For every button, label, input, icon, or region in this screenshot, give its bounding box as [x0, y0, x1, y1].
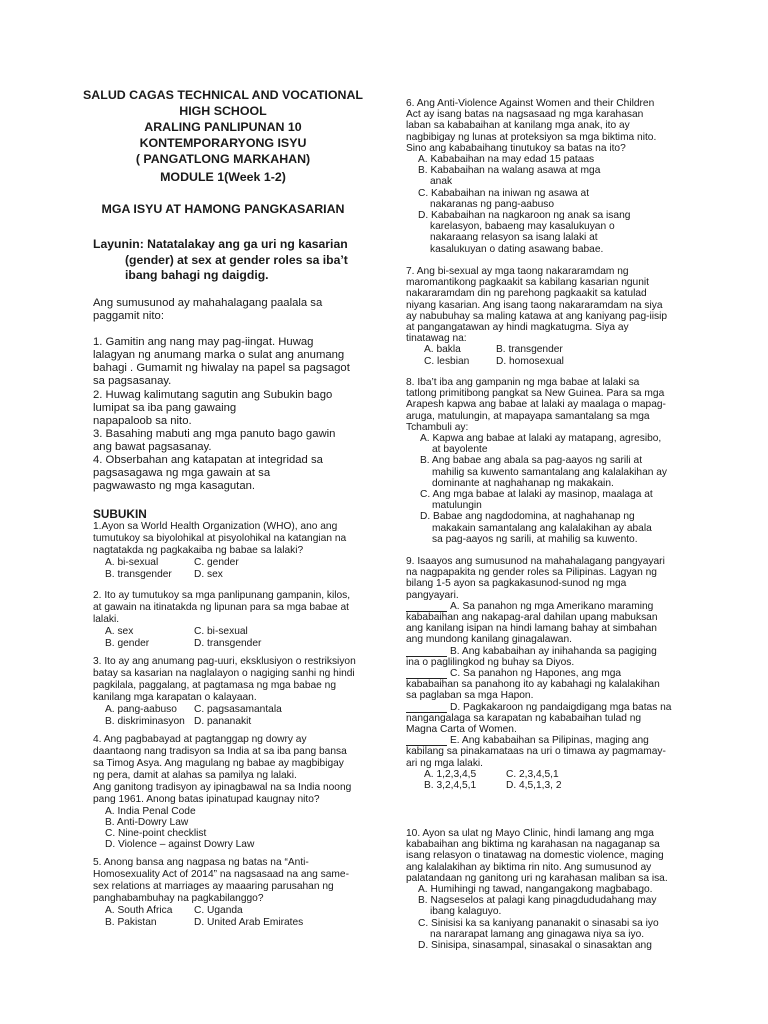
- module-title: MGA ISYU AT HAMONG PANGKASARIAN: [101, 202, 345, 216]
- choice: C. pagsasamantala: [194, 704, 282, 715]
- question-stem: batay sa kasarian na naglalayon o nagiging sanhi ng hindi: [93, 668, 355, 679]
- question-stem: 2. Ito ay tumutukoy sa mga panlipunang gampanin, kilos,: [93, 590, 351, 601]
- question-stem: niyang kasarian. Ang isang taong nakararamdam na siya: [406, 299, 663, 311]
- choice: mahilig sa kuwento samantalang ang kalalakihan ay: [432, 466, 668, 478]
- choice: na nararapat lamang ang ginagawa niya sa iyo.: [430, 928, 645, 940]
- choice: B. Nagseselos at palagi kang pinagdududahang may: [418, 895, 657, 907]
- reminder-line: bahagi . Gumamit ng hiwalay na papel sa pagsagot: [93, 362, 350, 374]
- choice: B. Ang babae ang abala sa pag-aayos ng sarili at: [420, 455, 643, 467]
- choice: ibang kalaguyo.: [430, 906, 502, 918]
- choice: B. Pakistan: [105, 917, 157, 928]
- order-item: C. Sa panahon ng Hapones, ang mga: [450, 668, 622, 679]
- choice: karelasyon, babaeng may kasalukuyan o: [430, 221, 615, 233]
- choice: C. Uganda: [194, 905, 243, 916]
- question-stem: Act ay isang batas na nagsasaad ng mga karahasan: [406, 109, 644, 121]
- order-item: A. Sa panahon ng mga Amerikano maraming: [450, 600, 654, 612]
- question-stem: kanilang mga karapatan o kalayaan.: [93, 692, 257, 703]
- choice: B. 3,2,4,5,1: [424, 780, 477, 791]
- choice: B. Kababaihan na walang asawa at mga: [418, 165, 601, 177]
- order-item: ari ng mga lalaki.: [406, 757, 484, 769]
- order-item: ang mundong kanilang ginagalawan.: [406, 634, 572, 646]
- question-stem: ay nabubuhay sa maling katawa at ang kaniyang pag-iisip: [406, 310, 668, 322]
- objective-line: Layunin: Natatalakay ang ga uri ng kasarian: [93, 237, 348, 251]
- reminder-line: 1. Gamitin ang nang may pag-iingat. Huwag: [93, 336, 314, 348]
- reminder-line: lumipat sa iba pang gawaing: [93, 402, 237, 414]
- choice: at bayolente: [432, 444, 488, 456]
- question-stem: kababaihan ang biktima ng karahasan na nagaganap sa: [406, 839, 660, 851]
- question-stem: 10. Ayon sa ulat ng Mayo Clinic, hindi lamang ang mga: [406, 828, 654, 839]
- question-stem: Ang ganitong tradisyon ay ipinagbawal na sa India noong: [93, 782, 352, 793]
- choice: C. Ang mga babae at lalaki ay masinop, maalaga at: [420, 489, 653, 500]
- choice: C. Nine-point checklist: [105, 828, 207, 839]
- choice: D. Kababaihan na nagkaroon ng anak sa isang: [418, 210, 631, 221]
- choice: A. South Africa: [105, 905, 173, 916]
- order-item: kababaihan sa panahong ito ay kabahagi ng kalalakihan: [406, 679, 660, 691]
- choice: D. Babae ang nagdodomina, at naghahanap ng: [420, 511, 635, 523]
- choice: C. bi-sexual: [194, 626, 248, 637]
- question-stem: maromantikong pagkaakit sa kabilang kasarian ngunit: [406, 277, 649, 289]
- question-stem: 7. Ang bi-sexual ay mga taong nakararamdam ng: [406, 266, 629, 277]
- question-stem: tinatawag na:: [406, 333, 467, 345]
- question-stem: panghabambuhay na pagkabilanggo?: [93, 893, 264, 904]
- reminder-intro: paggamit nito:: [93, 310, 164, 322]
- choice: B. transgender: [496, 344, 563, 356]
- reminder-line: ang bawat pagsasanay.: [93, 441, 212, 453]
- reminder-line: lalagyan ng anumang marka o sulat ang anumang: [93, 349, 345, 361]
- question-stem: at pangangatawan ay hindi magkatugma. Siya ay: [406, 322, 629, 333]
- question-stem: na nagpapakita ng gender roles sa Pilipinas. Lagyan ng: [406, 567, 657, 579]
- question-stem: pang 1961. Anong batas ipinatupad kaugnay nito?: [93, 794, 320, 805]
- objective-line: ibang bahagi ng daigdig.: [125, 268, 269, 282]
- choice: makakain samantalang ang kalalakihan ay abala: [432, 522, 652, 534]
- choice: matulungin: [432, 500, 482, 512]
- order-item: Magna Carta of Women.: [406, 724, 517, 735]
- choice: anak: [430, 176, 453, 188]
- order-item: ina o paglilingkod ng buhay sa Diyos.: [406, 656, 575, 668]
- choice: B. Anti-Dowry Law: [105, 817, 189, 828]
- question-stem: tatlong primitibong pangkat sa New Guinea. Para sa mga: [406, 388, 665, 400]
- choice: A. bakla: [424, 344, 461, 356]
- question-stem: pagkilala, paggalang, at pagtamasa ng mga babae ng: [93, 680, 336, 691]
- choice: D. sex: [194, 569, 223, 580]
- order-item: E. Ang kababaihan sa Pilipinas, maging ang: [450, 735, 649, 747]
- reminder-line: 4. Obserbahan ang katapatan at integridad sa: [93, 454, 323, 466]
- choice: sa pag-aayos ng sarili, at mahilig sa kuwento.: [432, 533, 638, 545]
- question-stem: pangyayari.: [406, 589, 459, 601]
- question-stem: 3. Ito ay ang anumang pag-uuri, eksklusiyon o restriksiyon: [93, 656, 356, 667]
- choice: B. gender: [105, 638, 150, 649]
- question-stem: Sino ang kababaihang tinutukoy sa batas na ito?: [406, 142, 626, 154]
- choice: D. Sinisipa, sinasampal, sinasakal o sinasaktan ang: [418, 940, 652, 951]
- choice: A. pang-aabuso: [105, 704, 177, 715]
- order-item: B. Ang kababaihan ay inihahanda sa pagiging: [450, 645, 657, 657]
- choice: D. Violence – against Dowry Law: [105, 839, 255, 850]
- order-item: nangangalaga sa karapatan ng kababaihan tulad ng: [406, 712, 642, 724]
- question-stem: laban sa kababaihan at kanilang mga anak, ito ay: [406, 120, 630, 132]
- header-school-line2: HIGH SCHOOL: [179, 104, 267, 118]
- question-stem: 1.Ayon sa World Health Organization (WHO), ano ang: [93, 521, 338, 532]
- choice: C. Kababaihan na iniwan ng asawa at: [418, 187, 590, 199]
- reminder-line: 2. Huwag kalimutang sagutin ang Subukin bago: [93, 389, 333, 401]
- question-stem: ang kalalakihan ay biktima rin nito. Ang sumusunod ay: [406, 861, 652, 873]
- choice: A. Humihingi ng tawad, nangangakong magbabago.: [418, 884, 653, 895]
- choice: A. bi-sexual: [105, 557, 159, 568]
- question-stem: nagtatakda ng pagkakaiba ng babae sa lalaki?: [93, 545, 304, 556]
- question-stem: Arapesh kapwa ang babae at lalaki ay maalaga o mapag-: [406, 399, 666, 411]
- question-stem: isang relasyon o tinatawag na domestic violence, maging: [406, 850, 664, 862]
- question-stem: bilang 1-5 ayon sa pagkakasunod-sunod ng mga: [406, 578, 627, 590]
- question-stem: lalaki.: [93, 614, 120, 625]
- question-stem: nagbibigay ng lunas at proteksiyon sa mga biktima nito.: [406, 131, 657, 143]
- reminder-line: napapaloob sa nito.: [93, 415, 192, 427]
- choice: D. homosexual: [496, 355, 564, 367]
- choice: C. 2,3,4,5,1: [506, 768, 559, 780]
- question-stem: Homosexuality Act of 2014” na nagsasaad na ang same-: [93, 869, 349, 880]
- choice: B. transgender: [105, 569, 172, 580]
- choice: A. 1,2,3,4,5: [424, 768, 477, 780]
- choice: C. gender: [194, 557, 239, 568]
- question-stem: 6. Ang Anti-Violence Against Women and their Children: [406, 98, 655, 109]
- choice: nakaranas ng pang-aabuso: [430, 198, 555, 210]
- choice: dominante at naghahanap ng makakain.: [432, 477, 614, 489]
- question-stem: 4. Ang pagbabayad at pagtanggap ng dowry ay: [93, 734, 307, 745]
- order-item: kababaihan ang nakapag-aral dahilan upang mabuksan: [406, 612, 658, 623]
- header-subject: ARALING PANLIPUNAN 10: [144, 120, 302, 134]
- header-quarter: ( PANGATLONG MARKAHAN): [135, 152, 311, 166]
- header-module: MODULE 1(Week 1-2): [160, 170, 286, 184]
- choice: B. diskriminasyon: [105, 716, 185, 727]
- subukin-heading: SUBUKIN: [93, 507, 147, 521]
- question-stem: 8. Iba’t iba ang gampanin ng mga babae at lalaki sa: [406, 377, 640, 388]
- question-stem: aruga, matulungin, at mapayapa samantalang sa mga: [406, 410, 650, 422]
- question-stem: at gawain na itinatakda ng lipunan para sa mga babae at: [93, 602, 350, 613]
- question-stem: Tchambuli ay:: [406, 421, 469, 433]
- question-stem: 5. Anong bansa ang nagpasa ng batas na “Anti-: [93, 857, 309, 868]
- question-stem: nakararamdam din ng parehong pagkaakit sa katulad: [406, 288, 647, 300]
- order-item: sa paglaban sa mga Hapon.: [406, 690, 534, 702]
- question-stem: tumutukoy sa biyolohikal at pisyolohikal na katangian na: [93, 533, 347, 544]
- choice: D. United Arab Emirates: [194, 917, 304, 928]
- question-stem: daantaong nang tradisyon sa India at sa iba pang bansa: [93, 746, 347, 757]
- question-stem: 9. Isaayos ang sumusunod na mahahalagang pangyayari: [406, 556, 665, 567]
- choice: D. transgender: [194, 638, 262, 649]
- choice: nakaraang relasyon sa isang lalaki at: [430, 232, 598, 244]
- order-item: D. Pagkakaroon ng pandaigdigang mga batas na: [450, 701, 672, 713]
- choice: A. India Penal Code: [105, 806, 196, 817]
- choice: D. 4,5,1,3, 2: [506, 780, 562, 791]
- question-stem: sa Timog Asya. Ang magulang ng babae ay magbibigay: [93, 758, 344, 769]
- reminder-intro: Ang sumusunod ay mahahalagang paalala sa: [93, 297, 323, 309]
- choice: D. pananakit: [194, 716, 252, 727]
- choice: A. sex: [105, 626, 134, 637]
- order-item: kabilang sa pinakamataas na uri o timawa ay pagmamay-: [406, 746, 666, 758]
- reminder-line: 3. Basahing mabuti ang mga panuto bago gawin: [93, 428, 336, 440]
- question-stem: ng pera, damit at alahas sa pamilya ng lalaki.: [93, 770, 297, 781]
- header-course: KONTEMPORARYONG ISYU: [139, 136, 307, 150]
- reminder-line: pagsasagawa ng mga gawain at sa: [93, 467, 271, 479]
- choice: C. lesbian: [424, 355, 470, 367]
- objective-line: (gender) at sex at gender roles sa iba’t: [125, 253, 348, 267]
- choice: A. Kapwa ang babae at lalaki ay matapang, agresibo,: [420, 433, 662, 444]
- reminder-line: sa pagsasanay.: [93, 375, 172, 387]
- reminder-line: pagwawasto ng mga kasagutan.: [93, 480, 256, 492]
- header-school-line1: SALUD CAGAS TECHNICAL AND VOCATIONAL: [83, 88, 363, 102]
- choice: A. Kababaihan na may edad 15 pataas: [418, 154, 595, 165]
- choice: C. Sinisisi ka sa kaniyang pananakit o sinasabi sa iyo: [418, 917, 659, 929]
- question-stem: sex relations at marriages ay maaaring parusahan ng: [93, 881, 334, 892]
- choice: kasalukuyan o dating asawang babae.: [430, 243, 604, 255]
- question-stem: palatandaan ng ganitong uri ng karahasan maliban sa isa.: [406, 872, 668, 884]
- order-item: ang kanilang isipan na hindi lamang bahay at simbahan: [406, 623, 657, 635]
